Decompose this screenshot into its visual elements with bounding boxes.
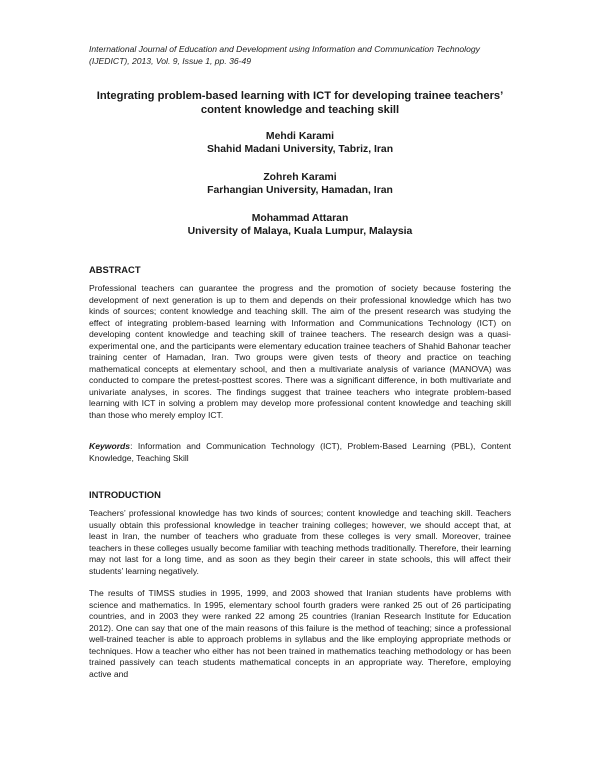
keywords-text: : Information and Communication Technology (ICT), Problem-Based Learning (PBL), Content Knowledge, Teaching Skill (89, 441, 511, 463)
journal-header (89, 44, 529, 67)
introduction-heading: INTRODUCTION (89, 489, 161, 500)
author-name: Mehdi Karami (265, 131, 335, 142)
introduction-paragraph-2: The results of TIMSS studies in 1995, 1999, and 2003 showed that Iranian students have problems with science and mathematics. In 1995, elementary school fourth graders were ranked 25 out of 26 participating countries, and in 2003 they were ranked 22 among 25 countries (Iranian Research Institute for Education 2012). One can say that one of the main reasons of this failure is the method of teaching; since a professional well-trained teacher is able to approach problems in syllabus and the like employing appropriate methods or techniques. How a teacher who either has not been trained in mathematics teaching methodology or has been trained passively can teach students mathematical concepts in an appropriate way. Therefore, employing active and (89, 588, 511, 679)
author-entry (90, 171, 510, 197)
author-affiliation: University of Malaya, Kuala Lumpur, Malaysia (187, 226, 413, 237)
introduction-paragraph-1: Teachers’ professional knowledge has two kinds of sources; content knowledge and teaching skill. Teachers usually obtain this professional knowledge in teacher training colleges; however, we should accept that, at least in Iran, the number of teachers who graduate from these colleges is very small. Moreover, trainee teachers in these colleges usually become familiar with teaching methods traditionally. Therefore, their learning may not last for a long time, and as soon as they begin their career in state schools, this will affect their students’ learning negatively. (89, 508, 511, 576)
paper-title: Integrating problem-based learning with ICT for developing trainee teachers’ content knowledge and teaching skill (96, 90, 504, 116)
abstract-heading: ABSTRACT (89, 264, 141, 275)
author-entry (90, 130, 510, 156)
journal-name: International Journal of Education and Development using Information and Communication Technology (89, 44, 480, 54)
author-name: Mohammad Attaran (251, 213, 349, 224)
keywords-label: Keywords (89, 441, 131, 451)
author-affiliation: Shahid Madani University, Tabriz, Iran (206, 144, 394, 155)
author-entry (90, 212, 510, 238)
author-name: Zohreh Karami (263, 172, 337, 183)
abstract-text: Professional teachers can guarantee the progress and the promotion of society because fostering the development of next generation is up to them and depends on their professional knowledge which has two kinds of sources; content knowledge and teaching skill. The aim of the present research was studying the effect of integrating problem-based learning with Information and Communications Technology (ICT) on developing content knowledge and teaching skill of trainee teachers. The research design was a quasi-experimental one, and the participants were elementary education trainee teachers of Shahid Bahonar teacher training center of Hamadan, Iran. Two groups were given tests of theory and practice on teaching mathematical concepts at elementary school, and then a multivariate analysis of variance (MANOVA) was conducted to compare the pretest-posttest scores. There was a significant difference, in both multivariate and univariate analyses, in scores. The findings suggest that trainee teachers who integrate problem-based learning with ICT in solving a problem may develop more professional content knowledge and teaching skill than those who merely employ ICT. (89, 283, 511, 421)
journal-citation: (IJEDICT), 2013, Vol. 9, Issue 1, pp. 36-49 (89, 55, 252, 66)
author-block (90, 130, 510, 253)
keywords (89, 441, 511, 464)
author-affiliation: Farhangian University, Hamadan, Iran (207, 185, 393, 196)
